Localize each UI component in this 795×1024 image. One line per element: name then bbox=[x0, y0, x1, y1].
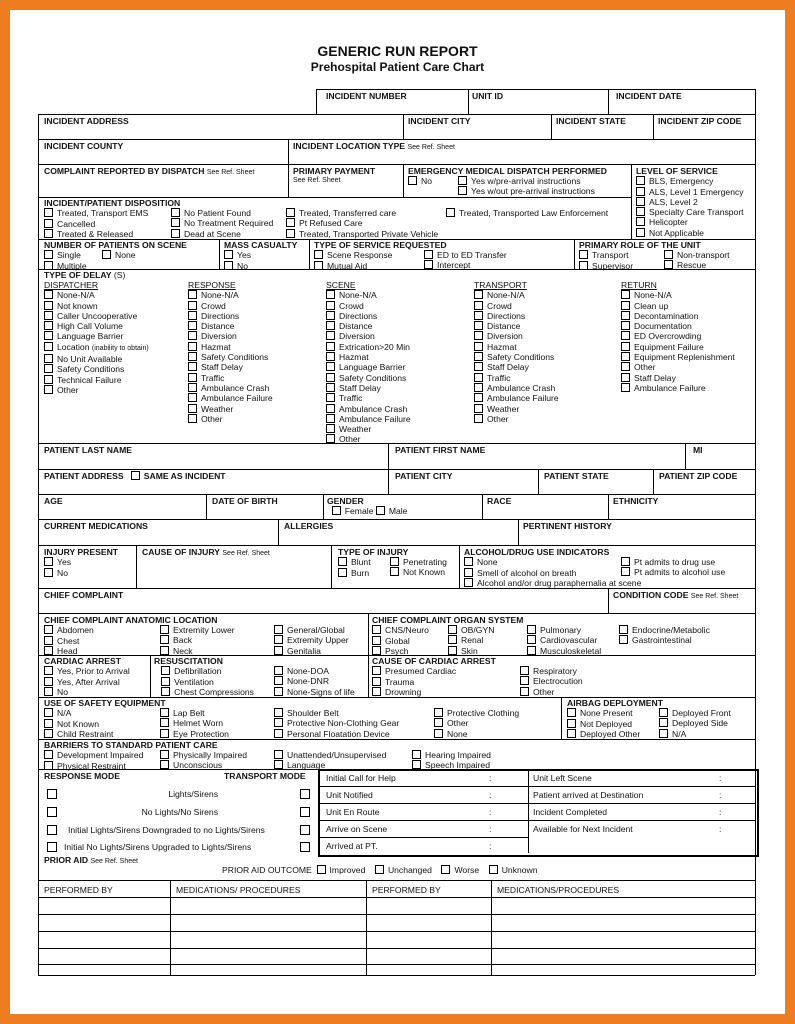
disposition-checkbox[interactable] bbox=[286, 208, 295, 217]
time-label: Available for Next Incident bbox=[533, 824, 633, 834]
delay-checkbox[interactable] bbox=[188, 352, 197, 361]
disposition-group: INCIDENT/PATIENT DISPOSITION Treated, Transport EMS Cancelled Treated & Released bbox=[44, 198, 181, 239]
mutual-aid-checkbox[interactable] bbox=[314, 261, 323, 270]
ed-transfer-checkbox[interactable] bbox=[424, 250, 433, 259]
cause-cardiac-checkbox[interactable] bbox=[372, 666, 381, 675]
delay-checkbox[interactable] bbox=[326, 414, 335, 423]
delay-transport: TRANSPORT None-N/A Crowd Directions Distance Diversion Hazmat Safety Conditions Staff Delay Traffic Ambulance Crash Ambulance Failure Weather Other bbox=[474, 280, 559, 424]
anatomic-checkbox[interactable] bbox=[44, 646, 53, 655]
organ-checkbox[interactable] bbox=[372, 625, 381, 634]
primary-role-col2: Non-transport Rescue bbox=[664, 250, 730, 271]
los-checkbox[interactable] bbox=[636, 217, 645, 226]
intercept-checkbox[interactable] bbox=[424, 260, 433, 269]
resuscitation-col2: None-DOA None-DNR None-Signs of life bbox=[274, 666, 355, 697]
performed-by-header: PERFORMED BY bbox=[44, 885, 113, 895]
resus-checkbox[interactable] bbox=[161, 677, 170, 686]
organ-checkbox[interactable] bbox=[372, 636, 381, 645]
scene-response-checkbox[interactable] bbox=[314, 250, 323, 259]
disposition-checkbox[interactable] bbox=[446, 208, 455, 217]
safety-checkbox[interactable] bbox=[274, 718, 283, 727]
mass-no-checkbox[interactable] bbox=[224, 261, 233, 270]
anatomic-checkbox[interactable] bbox=[160, 635, 169, 644]
time-colon: : bbox=[719, 773, 722, 783]
female-checkbox[interactable] bbox=[332, 506, 341, 515]
safety-checkbox[interactable] bbox=[274, 708, 283, 717]
anatomic-location-group: CHIEF COMPLAINT ANATOMIC LOCATION Abdomen Chest Head bbox=[44, 615, 218, 656]
anatomic-checkbox[interactable] bbox=[160, 625, 169, 634]
transport-mode-checkbox[interactable] bbox=[300, 825, 310, 835]
delay-checkbox[interactable] bbox=[44, 385, 53, 394]
time-label: Patient arrived at Destination bbox=[533, 790, 644, 800]
non-transport-checkbox[interactable] bbox=[664, 250, 673, 259]
time-label: Incident Completed bbox=[533, 807, 608, 817]
delay-checkbox[interactable] bbox=[44, 342, 53, 351]
num-patients-none: None bbox=[102, 250, 136, 260]
mi-field: MI bbox=[693, 445, 703, 455]
barrier-checkbox[interactable] bbox=[412, 760, 421, 769]
airbag-checkbox[interactable] bbox=[659, 708, 668, 717]
airbag-checkbox[interactable] bbox=[567, 708, 576, 717]
complaint-dispatch-field: COMPLAINT REPORTED BY DISPATCH See Ref. Sheet bbox=[44, 166, 255, 176]
safety-col2: Lap Belt Helmet Worn Eye Protection bbox=[160, 708, 229, 739]
prior-aid-outcome-group: PRIOR AID OUTCOME Improved Unchanged Worse Unknown bbox=[222, 865, 538, 875]
safety-checkbox[interactable] bbox=[160, 729, 169, 738]
age-field: AGE bbox=[44, 496, 63, 506]
organ-checkbox[interactable] bbox=[448, 635, 457, 644]
response-mode-checkbox[interactable] bbox=[47, 807, 57, 817]
response-mode-checkbox[interactable] bbox=[47, 842, 57, 852]
delay-checkbox[interactable] bbox=[474, 373, 483, 382]
incident-county-field: INCIDENT COUNTY bbox=[44, 141, 124, 151]
medications-procedures-header: MEDICATIONS/PROCEDURES bbox=[497, 885, 620, 895]
safety-equipment-group: USE OF SAFETY EQUIPMENT N/A Not Known Child Restraint bbox=[44, 698, 166, 739]
delay-checkbox[interactable] bbox=[474, 342, 483, 351]
delay-checkbox[interactable] bbox=[621, 362, 630, 371]
male-checkbox[interactable] bbox=[376, 506, 385, 515]
single-checkbox[interactable] bbox=[44, 250, 53, 259]
delay-checkbox[interactable] bbox=[44, 354, 53, 363]
transport-mode-label: TRANSPORT MODE bbox=[224, 771, 306, 781]
delay-response: RESPONSE None-N/A Crowd Directions Distance Diversion Hazmat Safety Conditions Staff Delay Traffic Ambulance Crash Ambulance Failure Weather Other bbox=[188, 280, 273, 424]
delay-checkbox[interactable] bbox=[621, 383, 630, 392]
unit-id-field: UNIT ID bbox=[472, 91, 504, 101]
alcohol-use-checkbox[interactable] bbox=[621, 567, 630, 576]
disposition-col2: No Patient Found No Treatment Required Dead at Scene bbox=[171, 208, 273, 239]
delay-checkbox[interactable] bbox=[326, 434, 335, 443]
los-checkbox[interactable] bbox=[636, 187, 645, 196]
condition-code-field: CONDITION CODE See Ref. Sheet bbox=[613, 590, 739, 600]
alcohol-group: ALCOHOL/DRUG USE INDICATORS None Smell of alcohol on breath Alcohol and/or drug paraphernalia at scene bbox=[464, 547, 642, 588]
delay-checkbox[interactable] bbox=[326, 331, 335, 340]
delay-checkbox[interactable] bbox=[326, 290, 335, 299]
anatomic-checkbox[interactable] bbox=[274, 646, 283, 655]
organ-checkbox[interactable] bbox=[619, 635, 628, 644]
alcohol-none-checkbox[interactable] bbox=[464, 557, 473, 566]
disposition-col4: Treated, Transported Law Enforcement bbox=[446, 208, 608, 218]
delay-checkbox[interactable] bbox=[188, 301, 197, 310]
mode-label: Initial Lights/Sirens Downgraded to no Lights/Sirens bbox=[68, 825, 265, 835]
time-label: Arrive on Scene bbox=[326, 824, 388, 834]
patient-state-field: PATIENT STATE bbox=[544, 471, 609, 481]
airbag-checkbox[interactable] bbox=[659, 729, 668, 738]
organ-system-group: CHIEF COMPLAINT ORGAN SYSTEM CNS/Neuro Global Psych bbox=[372, 615, 524, 656]
delay-checkbox[interactable] bbox=[188, 373, 197, 382]
injury-type-group: TYPE OF INJURY Blunt Burn bbox=[338, 547, 409, 578]
airbag-group: AIRBAG DEPLOYMENT None Present Not Deployed Deployed Other bbox=[567, 698, 663, 739]
response-mode-label: RESPONSE MODE bbox=[44, 771, 120, 781]
disposition-col3: Treated, Transferred care Pt Refused Care Treated, Transported Private Vehicle bbox=[286, 208, 438, 239]
supervisor-checkbox[interactable] bbox=[579, 261, 588, 270]
disposition-checkbox[interactable] bbox=[171, 218, 180, 227]
injury-no-checkbox[interactable] bbox=[44, 568, 53, 577]
delay-checkbox[interactable] bbox=[188, 362, 197, 371]
barriers-col3: Unattended/Unsupervised Language bbox=[274, 750, 386, 771]
delay-label: TYPE OF DELAY (S) bbox=[44, 270, 126, 280]
anatomic-checkbox[interactable] bbox=[274, 625, 283, 634]
barriers-col2: Physically Impaired Unconscious bbox=[160, 750, 247, 771]
race-field: RACE bbox=[487, 496, 512, 506]
organ-checkbox[interactable] bbox=[527, 646, 536, 655]
safety-checkbox[interactable] bbox=[434, 729, 443, 738]
emd-options: Yes w/pre-arrival instructions Yes w/out pre-arrival instructions bbox=[458, 176, 595, 197]
alcohol-col2: Pt admits to drug use Pt admits to alcohol use bbox=[621, 557, 725, 578]
disposition-checkbox[interactable] bbox=[286, 229, 295, 238]
cardiac-arrest-group: CARDIAC ARREST Yes, Prior to Arrival Yes, After Arrival No bbox=[44, 656, 130, 697]
primary-role-group: PRIMARY ROLE OF THE UNIT Transport Supervisor bbox=[579, 240, 701, 271]
safety-checkbox[interactable] bbox=[160, 718, 169, 727]
anatomic-checkbox[interactable] bbox=[44, 625, 53, 634]
delay-checkbox[interactable] bbox=[621, 290, 630, 299]
resus-checkbox[interactable] bbox=[274, 666, 283, 675]
patient-address-field: PATIENT ADDRESS SAME AS INCIDENT bbox=[44, 471, 226, 481]
delay-checkbox[interactable] bbox=[474, 311, 483, 320]
delay-dispatcher: DISPATCHER None-N/A Not known Caller Uncooperative High Call Volume Language Barrier Location (inability to obtain) No Unit Available Safety Conditions Technical Failure Other bbox=[44, 280, 149, 395]
airbag-checkbox[interactable] bbox=[567, 729, 576, 738]
transport-mode-checkbox[interactable] bbox=[300, 789, 310, 799]
medications-procedures-header: MEDICATIONS/ PROCEDURES bbox=[176, 885, 301, 895]
unknown-checkbox[interactable] bbox=[489, 865, 498, 874]
delay-checkbox[interactable] bbox=[621, 331, 630, 340]
delay-checkbox[interactable] bbox=[326, 362, 335, 371]
barrier-checkbox[interactable] bbox=[160, 760, 169, 769]
barrier-checkbox[interactable] bbox=[44, 750, 53, 759]
time-colon: : bbox=[719, 790, 722, 800]
barriers-group: BARRIERS TO STANDARD PATIENT CARE Development Impaired Physical Restraint bbox=[44, 740, 218, 771]
time-label: Arrived at PT. bbox=[326, 841, 378, 851]
delay-checkbox[interactable] bbox=[326, 321, 335, 330]
delay-checkbox[interactable] bbox=[326, 311, 335, 320]
safety-checkbox[interactable] bbox=[44, 708, 53, 717]
patient-last-name-field: PATIENT LAST NAME bbox=[44, 445, 133, 455]
delay-checkbox[interactable] bbox=[44, 311, 53, 320]
barrier-checkbox[interactable] bbox=[412, 750, 421, 759]
delay-checkbox[interactable] bbox=[326, 383, 335, 392]
mode-label: Lights/Sirens bbox=[168, 789, 218, 799]
delay-checkbox[interactable] bbox=[326, 373, 335, 382]
transport-checkbox[interactable] bbox=[579, 250, 588, 259]
incident-address-field: INCIDENT ADDRESS bbox=[44, 116, 129, 126]
not-known-checkbox[interactable] bbox=[390, 567, 399, 576]
disposition-checkbox[interactable] bbox=[44, 229, 53, 238]
safety-checkbox[interactable] bbox=[160, 708, 169, 717]
organ-checkbox[interactable] bbox=[372, 646, 381, 655]
none-checkbox[interactable] bbox=[102, 250, 111, 259]
barriers-col4: Hearing Impaired Speech Impaired bbox=[412, 750, 491, 771]
injury-present-group: INJURY PRESENT Yes No bbox=[44, 547, 119, 578]
disposition-checkbox[interactable] bbox=[44, 208, 53, 217]
delay-checkbox[interactable] bbox=[326, 404, 335, 413]
anatomic-checkbox[interactable] bbox=[160, 646, 169, 655]
mass-casualty-group: MASS CASUALTY Yes No bbox=[224, 240, 298, 271]
form-subtitle: Prehospital Patient Care Chart bbox=[310, 60, 485, 74]
blunt-checkbox[interactable] bbox=[338, 557, 347, 566]
los-checkbox[interactable] bbox=[636, 228, 645, 237]
service-type-col2: ED to ED Transfer Intercept bbox=[424, 250, 507, 271]
patient-city-field: PATIENT CITY bbox=[395, 471, 453, 481]
patient-zip-field: PATIENT ZIP CODE bbox=[659, 471, 738, 481]
cause-cardiac-checkbox[interactable] bbox=[372, 687, 381, 696]
delay-checkbox[interactable] bbox=[188, 383, 197, 392]
organ-checkbox[interactable] bbox=[527, 635, 536, 644]
delay-checkbox[interactable] bbox=[188, 414, 197, 423]
incident-location-type-field: INCIDENT LOCATION TYPE See Ref. Sheet bbox=[293, 141, 455, 151]
airbag-checkbox[interactable] bbox=[659, 718, 668, 727]
resus-checkbox[interactable] bbox=[161, 666, 170, 675]
mass-yes-checkbox[interactable] bbox=[224, 250, 233, 259]
time-colon: : bbox=[489, 824, 492, 834]
delay-checkbox[interactable] bbox=[188, 342, 197, 351]
drug-use-checkbox[interactable] bbox=[621, 557, 630, 566]
penetrating-checkbox[interactable] bbox=[390, 557, 399, 566]
los-checkbox[interactable] bbox=[636, 176, 645, 185]
delay-checkbox[interactable] bbox=[326, 342, 335, 351]
incident-city-field: INCIDENT CITY bbox=[408, 116, 471, 126]
cause-cardiac-checkbox[interactable] bbox=[520, 676, 529, 685]
anatomic-checkbox[interactable] bbox=[44, 636, 53, 645]
emd-group: EMERGENCY MEDICAL DISPATCH PERFORMED No bbox=[408, 166, 607, 187]
resus-checkbox[interactable] bbox=[161, 687, 170, 696]
delay-checkbox[interactable] bbox=[326, 301, 335, 310]
run-report-form bbox=[10, 10, 785, 1014]
delay-checkbox[interactable] bbox=[44, 321, 53, 330]
form-title: GENERIC RUN REPORT bbox=[317, 43, 478, 59]
transport-mode-checkbox[interactable] bbox=[300, 807, 310, 817]
cause-cardiac-group: CAUSE OF CARDIAC ARREST Presumed Cardiac Trauma Drowning bbox=[372, 656, 496, 697]
time-colon: : bbox=[489, 841, 492, 851]
improved-checkbox[interactable] bbox=[317, 865, 326, 874]
delay-checkbox[interactable] bbox=[188, 290, 197, 299]
same-as-incident-checkbox[interactable] bbox=[131, 471, 140, 480]
delay-checkbox[interactable] bbox=[44, 290, 53, 299]
safety-checkbox[interactable] bbox=[434, 708, 443, 717]
time-label: Unit Left Scene bbox=[533, 773, 592, 783]
delay-checkbox[interactable] bbox=[474, 414, 483, 423]
incident-state-field: INCIDENT STATE bbox=[556, 116, 626, 126]
primary-payment-field: PRIMARY PAYMENT See Ref. Sheet bbox=[293, 166, 376, 185]
organ-checkbox[interactable] bbox=[527, 625, 536, 634]
delay-checkbox[interactable] bbox=[326, 352, 335, 361]
time-label: Unit En Route bbox=[326, 807, 380, 817]
organ-col4: Endocrine/Metabolic Gastrointestinal bbox=[619, 625, 710, 646]
anatomic-checkbox[interactable] bbox=[274, 635, 283, 644]
disposition-checkbox[interactable] bbox=[171, 208, 180, 217]
delay-checkbox[interactable] bbox=[44, 364, 53, 373]
cause-cardiac-checkbox[interactable] bbox=[520, 666, 529, 675]
emd-opt1-checkbox[interactable] bbox=[458, 176, 467, 185]
patient-first-name-field: PATIENT FIRST NAME bbox=[395, 445, 486, 455]
unchanged-checkbox[interactable] bbox=[375, 865, 384, 874]
safety-checkbox[interactable] bbox=[274, 729, 283, 738]
cause-cardiac-checkbox[interactable] bbox=[372, 677, 381, 686]
cause-cardiac-checkbox[interactable] bbox=[520, 687, 529, 696]
dob-field: DATE OF BIRTH bbox=[212, 496, 278, 506]
delay-return: RETURN None-N/A Clean up Decontamination Documentation ED Overcrowding Equipment Failure Equipment Replenishment Other Staff Delay Ambulance Failure bbox=[621, 280, 735, 393]
delay-checkbox[interactable] bbox=[474, 290, 483, 299]
time-colon: : bbox=[489, 773, 492, 783]
safety-col4: Protective Clothing Other None bbox=[434, 708, 519, 739]
resus-checkbox[interactable] bbox=[274, 676, 283, 685]
organ-col2: OB/GYN Renal Skin bbox=[448, 625, 494, 656]
pertinent-history-field: PERTINENT HISTORY bbox=[523, 521, 612, 531]
incident-number-field: INCIDENT NUMBER bbox=[326, 91, 407, 101]
prior-aid-field: PRIOR AID See Ref. Sheet bbox=[44, 855, 138, 865]
paraphernalia-checkbox[interactable] bbox=[464, 578, 473, 587]
chief-complaint-field: CHIEF COMPLAINT bbox=[44, 590, 124, 600]
los-checkbox[interactable] bbox=[636, 207, 645, 216]
time-colon: : bbox=[489, 790, 492, 800]
rescue-checkbox[interactable] bbox=[664, 260, 673, 269]
incident-zip-field: INCIDENT ZIP CODE bbox=[658, 116, 742, 126]
cardiac-checkbox[interactable] bbox=[44, 677, 53, 686]
barrier-checkbox[interactable] bbox=[160, 750, 169, 759]
time-colon: : bbox=[719, 824, 722, 834]
airbag-checkbox[interactable] bbox=[567, 719, 576, 728]
barrier-checkbox[interactable] bbox=[274, 750, 283, 759]
time-colon: : bbox=[719, 807, 722, 817]
delay-checkbox[interactable] bbox=[188, 393, 197, 402]
anatomic-col3: General/Global Extremity Upper Genitalia bbox=[274, 625, 349, 656]
response-mode-checkbox[interactable] bbox=[47, 789, 57, 799]
disposition-checkbox[interactable] bbox=[44, 219, 53, 228]
cause-cardiac-col2: Respiratory Electrocution Other bbox=[520, 666, 583, 697]
delay-scene: SCENE None-N/A Crowd Directions Distance Diversion Extrication>20 Min Hazmat Language Barrier Safety Conditions Staff Delay Traffic Ambulance Crash Ambulance Failure Weather Other bbox=[326, 280, 411, 445]
delay-checkbox[interactable] bbox=[326, 393, 335, 402]
injury-type-col2: Penetrating Not Known bbox=[390, 557, 447, 578]
delay-checkbox[interactable] bbox=[621, 342, 630, 351]
delay-checkbox[interactable] bbox=[326, 424, 335, 433]
injury-yes-checkbox[interactable] bbox=[44, 557, 53, 566]
barrier-checkbox[interactable] bbox=[274, 760, 283, 769]
cardiac-checkbox[interactable] bbox=[44, 666, 53, 675]
resus-checkbox[interactable] bbox=[274, 687, 283, 696]
organ-checkbox[interactable] bbox=[448, 646, 457, 655]
delay-checkbox[interactable] bbox=[188, 331, 197, 340]
anatomic-col2: Extremity Lower Back Neck bbox=[160, 625, 235, 656]
safety-checkbox[interactable] bbox=[44, 729, 53, 738]
delay-checkbox[interactable] bbox=[44, 375, 53, 384]
level-of-service-group: LEVEL OF SERVICE BLS, Emergency ALS, Level 1 Emergency ALS, Level 2 Specialty Care Transport Helicopter Not Applicable bbox=[636, 166, 744, 238]
safety-col3: Shoulder Belt Protective Non-Clothing Gear Personal Floatation Device bbox=[274, 708, 399, 739]
delay-checkbox[interactable] bbox=[621, 311, 630, 320]
organ-col3: Pulmonary Cardiovascular Musculoskeletal bbox=[527, 625, 601, 656]
time-colon: : bbox=[489, 807, 492, 817]
time-label: Initial Call for Help bbox=[326, 773, 396, 783]
multiple-checkbox[interactable] bbox=[44, 261, 53, 270]
response-mode-checkbox[interactable] bbox=[47, 825, 57, 835]
delay-checkbox[interactable] bbox=[474, 383, 483, 392]
delay-checkbox[interactable] bbox=[188, 321, 197, 330]
mode-label: No Lights/No Sirens bbox=[141, 807, 218, 817]
num-patients-group: NUMBER OF PATIENTS ON SCENE Single Multiple bbox=[44, 240, 187, 271]
organ-checkbox[interactable] bbox=[448, 625, 457, 634]
delay-checkbox[interactable] bbox=[474, 301, 483, 310]
safety-checkbox[interactable] bbox=[44, 719, 53, 728]
transport-mode-checkbox[interactable] bbox=[300, 842, 310, 852]
delay-checkbox[interactable] bbox=[188, 311, 197, 320]
barrier-checkbox[interactable] bbox=[44, 761, 53, 770]
resuscitation-group: RESUSCITATION Defibrillation Ventilation Chest Compressions bbox=[154, 656, 254, 697]
organ-checkbox[interactable] bbox=[619, 625, 628, 634]
allergies-field: ALLERGIES bbox=[284, 521, 334, 531]
current-medications-field: CURRENT MEDICATIONS bbox=[44, 521, 148, 531]
emd-opt2-checkbox[interactable] bbox=[458, 186, 467, 195]
mode-label: Initial No Lights/Sirens Upgraded to Lights/Sirens bbox=[64, 842, 252, 852]
delay-checkbox[interactable] bbox=[474, 404, 483, 413]
delay-checkbox[interactable] bbox=[621, 321, 630, 330]
incident-date-field: INCIDENT DATE bbox=[616, 91, 682, 101]
delay-checkbox[interactable] bbox=[474, 393, 483, 402]
cardiac-checkbox[interactable] bbox=[44, 687, 53, 696]
smell-alcohol-checkbox[interactable] bbox=[464, 568, 473, 577]
delay-checkbox[interactable] bbox=[188, 404, 197, 413]
delay-checkbox[interactable] bbox=[474, 352, 483, 361]
disposition-checkbox[interactable] bbox=[171, 229, 180, 238]
delay-checkbox[interactable] bbox=[474, 331, 483, 340]
service-type-group: TYPE OF SERVICE REQUESTED Scene Response Mutual Aid bbox=[314, 240, 447, 271]
delay-checkbox[interactable] bbox=[621, 301, 630, 310]
disposition-checkbox[interactable] bbox=[286, 218, 295, 227]
ethnicity-field: ETHNICITY bbox=[613, 496, 659, 506]
delay-checkbox[interactable] bbox=[621, 352, 630, 361]
worse-checkbox[interactable] bbox=[441, 865, 450, 874]
gender-group: GENDER Female Male bbox=[327, 496, 408, 517]
delay-checkbox[interactable] bbox=[621, 373, 630, 382]
delay-checkbox[interactable] bbox=[44, 331, 53, 340]
time-label: Unit Notified bbox=[326, 790, 373, 800]
burn-checkbox[interactable] bbox=[338, 568, 347, 577]
airbag-col2: Deployed Front Deployed Side N/A bbox=[659, 708, 731, 739]
delay-checkbox[interactable] bbox=[474, 362, 483, 371]
performed-by-header: PERFORMED BY bbox=[372, 885, 441, 895]
safety-checkbox[interactable] bbox=[434, 718, 443, 727]
delay-checkbox[interactable] bbox=[474, 321, 483, 330]
emd-no-checkbox[interactable] bbox=[408, 176, 417, 185]
delay-checkbox[interactable] bbox=[44, 301, 53, 310]
los-checkbox[interactable] bbox=[636, 197, 645, 206]
cause-of-injury-field: CAUSE OF INJURY See Ref. Sheet bbox=[142, 547, 270, 557]
